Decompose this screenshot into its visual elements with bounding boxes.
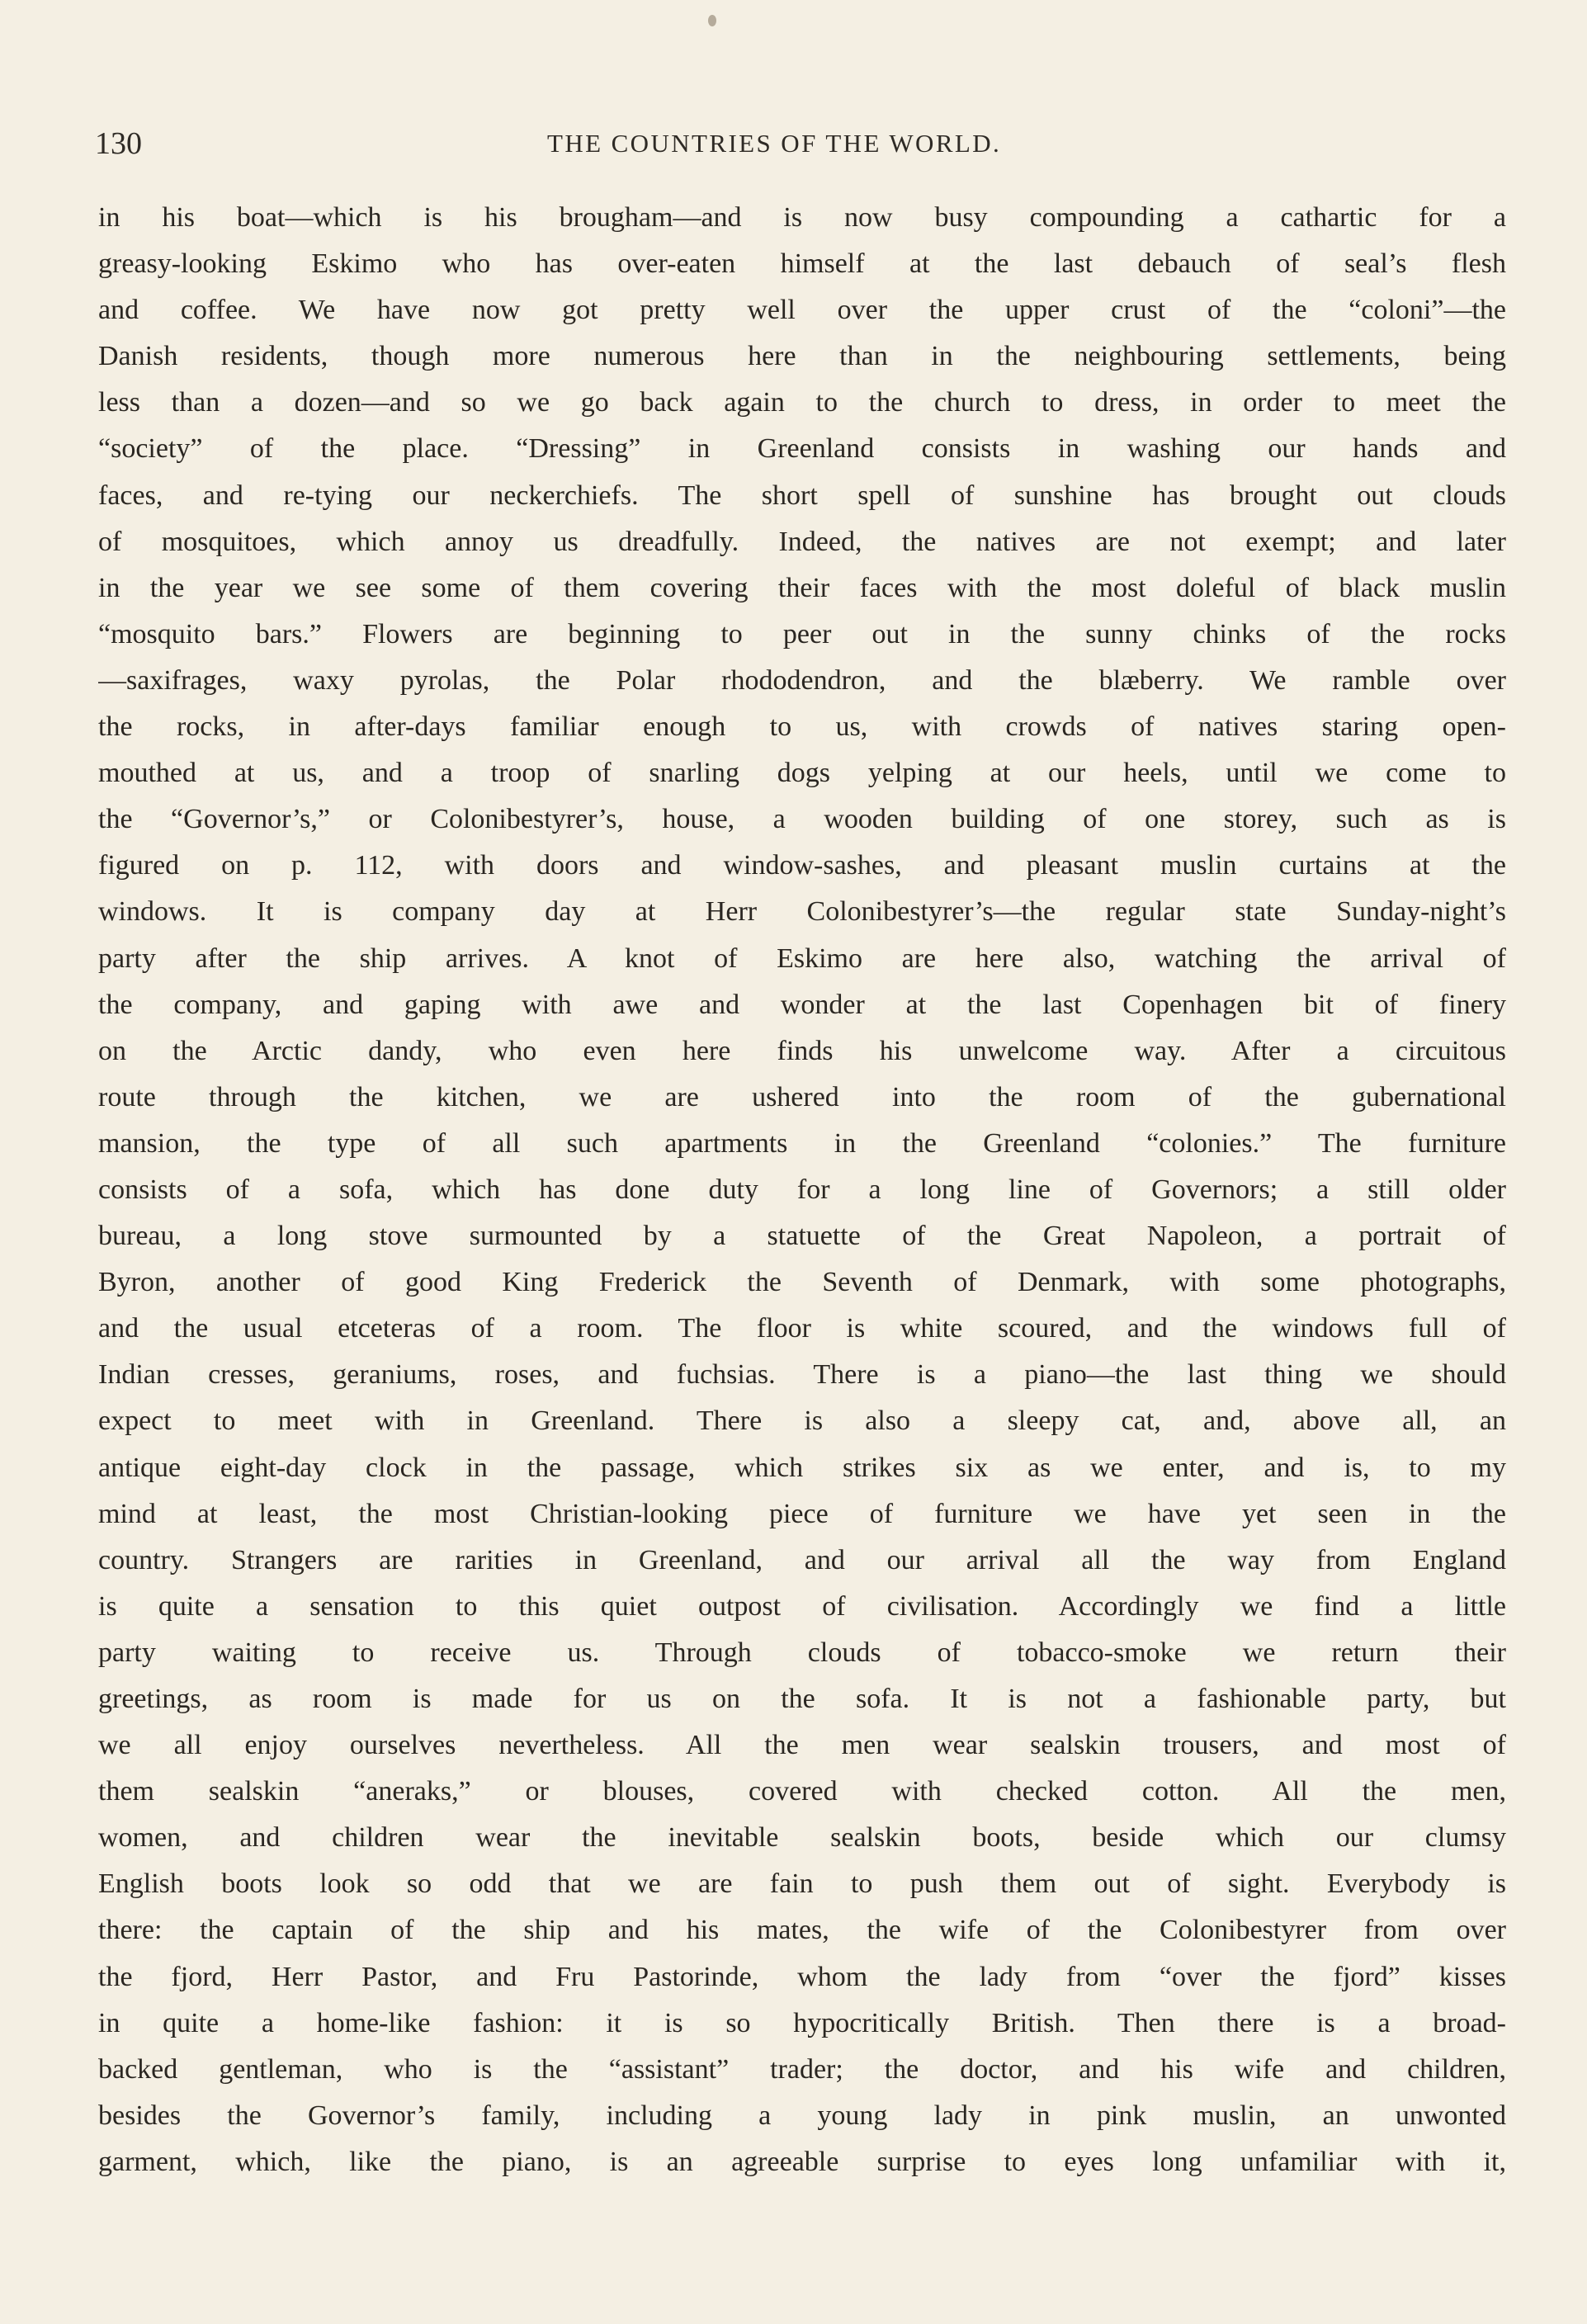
text-line: the company, and gaping with awe and wonder at the last Copenhagen bit of finery bbox=[98, 989, 1506, 1020]
text-line: is quite a sensation to this quiet outpost of civilisation. Accordingly we find a little bbox=[98, 1590, 1506, 1622]
text-line: “society” of the place. “Dressing” in Greenland consists in washing our hands and bbox=[98, 433, 1506, 465]
text-line: “mosquito bars.” Flowers are beginning to peer out in the sunny chinks of the rocks bbox=[98, 618, 1506, 649]
text-line: route through the kitchen, we are ushered into the room of the gubernational bbox=[98, 1081, 1506, 1112]
text-line: the rocks, in after-days familiar enough to us, with crowds of natives staring open- bbox=[98, 711, 1506, 743]
page-number: 130 bbox=[95, 126, 142, 161]
text-line: mouthed at us, and a troop of snarling dogs yelping at our heels, until we come to bbox=[98, 758, 1506, 789]
text-line: bureau, a long stove surmounted by a statuette of the Great Napoleon, a portrait of bbox=[98, 1221, 1506, 1252]
text-line: garment, which, like the piano, is an agreeable surprise to eyes long unfamiliar with it, bbox=[98, 2146, 1506, 2177]
text-line: and the usual etceteras of a room. The floor is white scoured, and the windows full of bbox=[98, 1313, 1506, 1344]
text-line: party after the ship arrives. A knot of Eskimo are here also, watching the arrival of bbox=[98, 942, 1506, 974]
text-line: in his boat—which is his brougham—and is now busy compounding a cathartic for a bbox=[98, 202, 1506, 233]
text-line: —saxifrages, waxy pyrolas, the Polar rhododendron, and the blæberry. We ramble over bbox=[98, 664, 1506, 696]
text-line: the “Governor’s,” or Colonibestyrer’s, house, a wooden building of one storey, such as is bbox=[98, 804, 1506, 835]
text-line: mind at least, the most Christian-looking piece of furniture we have yet seen in the bbox=[98, 1498, 1506, 1529]
text-line: Danish residents, though more numerous here than in the neighbouring settlements, being bbox=[98, 341, 1506, 372]
text-line: greetings, as room is made for us on the sofa. It is not a fashionable party, but bbox=[98, 1684, 1506, 1714]
body-text bbox=[98, 195, 1506, 2185]
text-line: and coffee. We have now got pretty well over the upper crust of the “coloni”—the bbox=[98, 295, 1506, 326]
text-line: antique eight-day clock in the passage, which strikes six as we enter, and is, to my bbox=[98, 1452, 1506, 1483]
text-line: country. Strangers are rarities in Greenland, and our arrival all the way from England bbox=[98, 1544, 1506, 1575]
text-line: Indian cresses, geraniums, roses, and fuchsias. There is a piano—the last thing we should bbox=[98, 1359, 1506, 1391]
text-line: faces, and re-tying our neckerchiefs. The short spell of sunshine has brought out clouds bbox=[98, 479, 1506, 511]
text-line: there: the captain of the ship and his mates, the wife of the Colonibestyrer from over bbox=[98, 1915, 1506, 1946]
text-line: English boots look so odd that we are fain to push them out of sight. Everybody is bbox=[98, 1868, 1506, 1900]
text-line: less than a dozen—and so we go back again to the church to dress, in order to meet the bbox=[98, 387, 1506, 418]
text-line: greasy-looking Eskimo who has over-eaten himself at the last debauch of seal’s flesh bbox=[98, 248, 1506, 280]
page-header bbox=[95, 124, 1498, 163]
text-line: women, and children wear the inevitable sealskin boots, beside which our clumsy bbox=[98, 1822, 1506, 1854]
text-line: backed gentleman, who is the “assistant” trader; the doctor, and his wife and children, bbox=[98, 2053, 1506, 2085]
text-line: the fjord, Herr Pastor, and Fru Pastorinde, whom the lady from “over the fjord” kisses bbox=[98, 1961, 1506, 1992]
text-line: in the year we see some of them covering their faces with the most doleful of black muslin bbox=[98, 572, 1506, 603]
text-line: windows. It is company day at Herr Colonibestyrer’s—the regular state Sunday-night’s bbox=[98, 896, 1506, 928]
text-line: we all enjoy ourselves nevertheless. All the men wear sealskin trousers, and most of bbox=[98, 1730, 1506, 1761]
text-line: of mosquitoes, which annoy us dreadfully. Indeed, the natives are not exempt; and later bbox=[98, 526, 1506, 557]
text-line: on the Arctic dandy, who even here finds his unwelcome way. After a circuitous bbox=[98, 1035, 1506, 1066]
text-line: consists of a sofa, which has done duty for a long line of Governors; a still older bbox=[98, 1174, 1506, 1205]
text-line: expect to meet with in Greenland. There is also a sleepy cat, and, above all, an bbox=[98, 1405, 1506, 1437]
ornament-dot bbox=[708, 15, 716, 26]
text-line: them sealskin “aneraks,” or blouses, covered with checked cotton. All the men, bbox=[98, 1776, 1506, 1807]
text-line: party waiting to receive us. Through clouds of tobacco-smoke we return their bbox=[98, 1637, 1506, 1668]
text-line: figured on p. 112, with doors and window-sashes, and pleasant muslin curtains at the bbox=[98, 850, 1506, 881]
text-line: in quite a home-like fashion: it is so hypocritically British. Then there is a broad- bbox=[98, 2007, 1506, 2038]
text-line: Byron, another of good King Frederick the Seventh of Denmark, with some photographs, bbox=[98, 1267, 1506, 1298]
running-head: THE COUNTRIES OF THE WORLD. bbox=[547, 129, 1002, 158]
text-line: mansion, the type of all such apartments in the Greenland “colonies.” The furniture bbox=[98, 1127, 1506, 1159]
text-line: besides the Governor’s family, including a young lady in pink muslin, an unwonted bbox=[98, 2100, 1506, 2131]
